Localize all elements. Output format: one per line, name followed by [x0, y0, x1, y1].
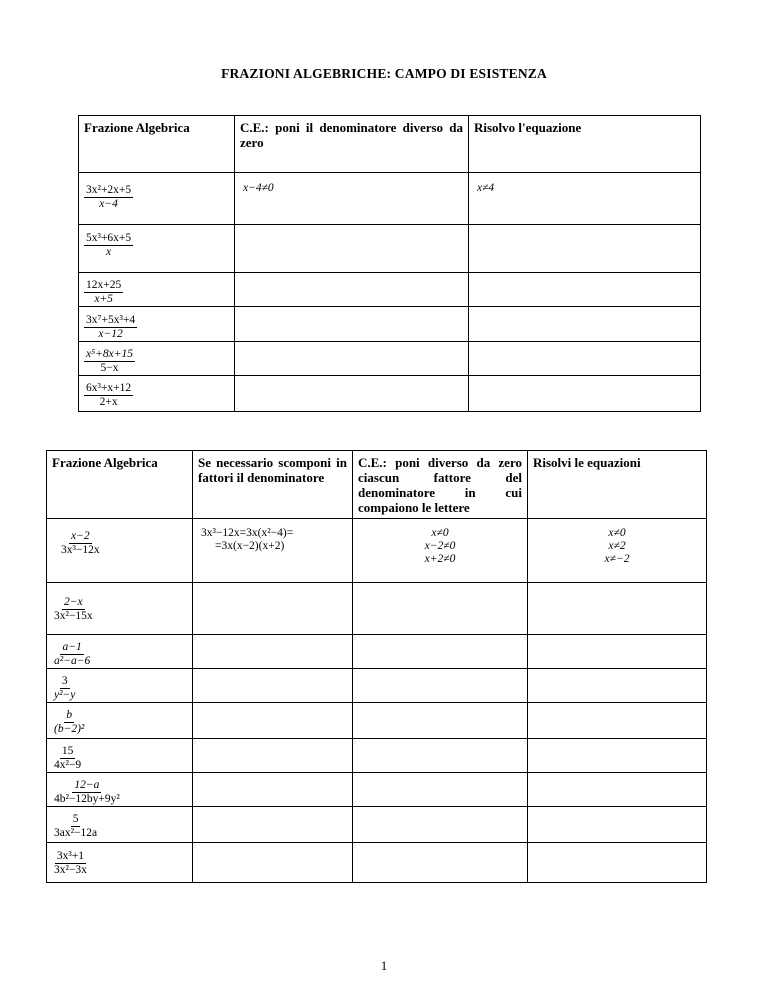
fraction: [84, 232, 133, 259]
factor-answer-cell[interactable]: [193, 773, 353, 807]
solution-answer-cell[interactable]: [528, 703, 707, 739]
ce-condition: x−2≠0: [424, 540, 456, 552]
ce-answer-cell[interactable]: [235, 342, 469, 376]
fraction: [52, 813, 99, 840]
fraction: [52, 850, 89, 877]
fraction-denominator: 4b²−12by+9y²: [54, 793, 120, 805]
table-row: [47, 635, 707, 669]
ce-answer-cell[interactable]: [235, 225, 469, 273]
fraction-numerator: 5x³+6x+5: [86, 232, 132, 244]
table-row: [47, 583, 707, 635]
fraction-denominator: 3ax²−12a: [54, 827, 98, 839]
table-row: [79, 273, 701, 307]
fraction: [84, 382, 133, 409]
solution-answer-cell[interactable]: [528, 669, 707, 703]
fraction-numerator: 6x³+x+12: [86, 382, 132, 394]
table-row: [47, 669, 707, 703]
fraction-numerator: a−1: [62, 641, 82, 653]
table2-header-factor: Se necessario scomponi in fattori il denominatore: [193, 451, 353, 519]
fraction-numerator: x−2: [71, 530, 90, 542]
fraction-denominator: x−4: [99, 198, 118, 210]
page-number: 1: [380, 958, 388, 973]
table-row: [47, 519, 707, 583]
factor-answer-cell[interactable]: [193, 703, 353, 739]
fraction: [52, 709, 86, 736]
fraction: [84, 279, 123, 306]
fraction-numerator: 12x+25: [86, 279, 122, 291]
table2-header-row: [47, 451, 707, 519]
ce-answer-cell[interactable]: [235, 307, 469, 342]
ce-answer-cell[interactable]: [353, 669, 528, 703]
fraction: [52, 596, 95, 623]
page-title: FRAZIONI ALGEBRICHE: CAMPO DI ESISTENZA: [221, 66, 547, 81]
fraction: [52, 641, 92, 668]
ce-answer-cell[interactable]: [235, 376, 469, 412]
solution-answer-cell[interactable]: [528, 739, 707, 773]
fraction-denominator: 3x²−3x: [54, 864, 87, 876]
fraction-numerator: 3: [61, 675, 68, 687]
factor-answer-cell[interactable]: [193, 669, 353, 703]
solution-condition: x≠0: [608, 527, 626, 539]
fraction-numerator: 3x³+1: [56, 850, 85, 862]
table-row: [47, 807, 707, 843]
table2-header-solve: Risolvi le equazioni: [528, 451, 707, 519]
table2-header-ce: C.E.: poni diverso da zero ciascun fattore del denominatore in cui compaiono le lettere: [353, 451, 528, 519]
table-row: [47, 843, 707, 883]
ce-answer-cell[interactable]: [353, 773, 528, 807]
solution-answer-cell[interactable]: [528, 773, 707, 807]
table-campo-esistenza-2: [46, 450, 707, 883]
solution-condition: x≠−2: [604, 553, 630, 565]
factor-answer-cell[interactable]: [193, 583, 353, 635]
fraction-denominator: 3x²−15x: [54, 610, 93, 622]
fraction: [52, 745, 83, 772]
ce-condition: x≠0: [431, 527, 449, 539]
table-row: [47, 703, 707, 739]
ce-condition: x+2≠0: [424, 553, 456, 565]
table-row: [79, 173, 701, 225]
ce-answer-cell[interactable]: [353, 807, 528, 843]
solution-answer-cell[interactable]: [528, 843, 707, 883]
ce-answer-cell[interactable]: [353, 843, 528, 883]
factor-answer-cell[interactable]: [193, 739, 353, 773]
solution-answer-cell[interactable]: [469, 307, 701, 342]
ce-answer-cell[interactable]: [353, 703, 528, 739]
table1-header-fraction: Frazione Algebrica: [79, 116, 235, 173]
ce-answer-cell[interactable]: [353, 635, 528, 669]
solution-answer-cell[interactable]: [469, 273, 701, 307]
solution-answer-cell[interactable]: [528, 635, 707, 669]
table-campo-esistenza-1: [78, 115, 701, 412]
fraction: [84, 184, 133, 211]
fraction-denominator: x: [106, 246, 112, 258]
fraction-numerator: 3x²+2x+5: [86, 184, 132, 196]
factor-answer-cell[interactable]: [193, 807, 353, 843]
factorization-line: 3x³−12x=3x(x²−4)=: [201, 527, 294, 539]
solution-answer-cell[interactable]: [469, 376, 701, 412]
fraction-numerator: 2−x: [64, 596, 83, 608]
fraction-denominator: 2+x: [99, 396, 118, 408]
fraction-numerator: 15: [61, 745, 74, 757]
fraction-denominator: 5−x: [100, 362, 119, 374]
factor-answer-cell[interactable]: [193, 843, 353, 883]
table-row: [47, 739, 707, 773]
solution-answer-cell[interactable]: [528, 807, 707, 843]
fraction-numerator: 5: [72, 813, 79, 825]
solution-answer-cell[interactable]: [528, 583, 707, 635]
fraction: [84, 348, 135, 375]
fraction-denominator: 4x²−9: [54, 759, 82, 771]
fraction: [52, 779, 122, 806]
fraction-denominator: x−12: [98, 328, 123, 340]
table-row: [79, 225, 701, 273]
solution-expression: x≠4: [477, 182, 495, 194]
ce-answer-cell[interactable]: [235, 273, 469, 307]
fraction-denominator: (b−2)²: [54, 723, 85, 735]
fraction-numerator: b: [66, 709, 73, 721]
solution-answer-cell[interactable]: [469, 342, 701, 376]
fraction: [84, 314, 137, 341]
fraction-denominator: a²−a−6: [54, 655, 91, 667]
ce-answer-cell[interactable]: [353, 583, 528, 635]
factor-answer-cell[interactable]: [193, 635, 353, 669]
fraction-denominator: 3x³−12x: [61, 544, 100, 556]
fraction-numerator: 12−a: [74, 779, 100, 791]
fraction-denominator: y²−y: [54, 689, 76, 701]
table-row: [79, 376, 701, 412]
fraction-denominator: x+5: [94, 293, 113, 305]
solution-condition: x≠2: [608, 540, 626, 552]
fraction: [59, 530, 102, 557]
table-row: [47, 773, 707, 807]
table1-header-row: [79, 116, 701, 173]
table2-header-fraction: Frazione Algebrica: [47, 451, 193, 519]
table-row: [79, 342, 701, 376]
factorization-line: =3x(x−2)(x+2): [215, 540, 285, 552]
table1-header-ce: C.E.: poni il denominatore diverso da zero: [235, 116, 469, 173]
ce-expression: x−4≠0: [243, 182, 274, 194]
fraction-numerator: x⁵+8x+15: [86, 348, 133, 360]
ce-answer-cell[interactable]: [353, 739, 528, 773]
table1-header-solve: Risolvo l'equazione: [469, 116, 701, 173]
table-row: [79, 307, 701, 342]
fraction-numerator: 3x⁷+5x³+4: [86, 314, 136, 326]
fraction: [52, 675, 77, 702]
solution-answer-cell[interactable]: [469, 225, 701, 273]
